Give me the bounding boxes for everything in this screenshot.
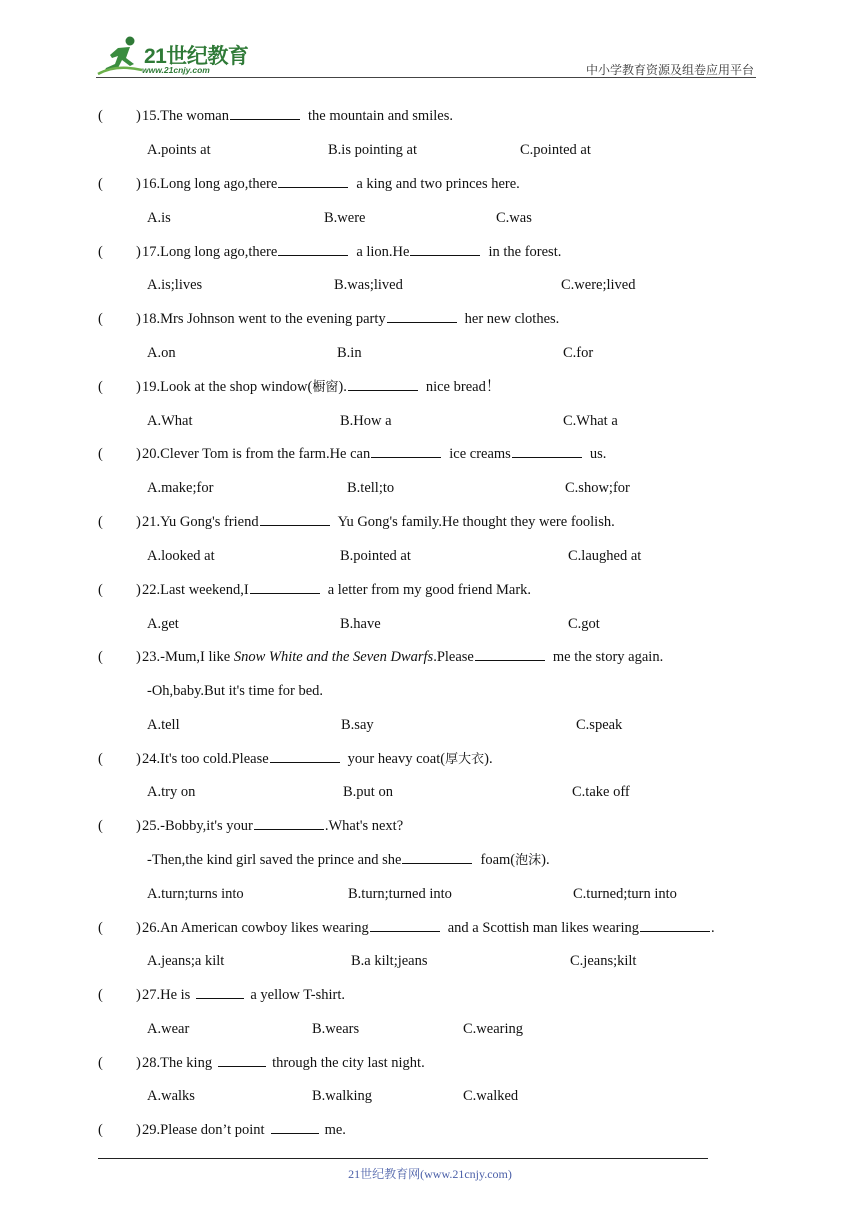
option-b: B.pointed at: [340, 548, 411, 564]
answer-paren-close: ): [136, 176, 141, 192]
logo-text: 21世纪教育: [144, 45, 249, 68]
question-text: 19.Look at the shop window(橱窗). nice bread！: [142, 379, 501, 395]
question-text: 20.Clever Tom is from the farm.He can ice creams us.: [142, 446, 607, 462]
option-c: C.were;lived: [561, 277, 636, 293]
question-text: 21.Yu Gong's friend Yu Gong's family.He thought they were foolish.: [142, 514, 615, 530]
option-c: C.for: [563, 345, 594, 361]
answer-paren-open: (: [98, 311, 103, 327]
platform-name: 中小学教育资源及组卷应用平台: [585, 63, 754, 77]
page-header: [96, 34, 756, 78]
question-text: 29.Please don’t point me.: [142, 1122, 346, 1138]
question-text: 25.-Bobby,it's your .What's next?: [142, 818, 404, 834]
answer-paren-open: (: [98, 987, 103, 1003]
option-c: C.walked: [463, 1088, 519, 1104]
option-a: A.is: [147, 210, 171, 226]
answer-paren-close: ): [136, 751, 141, 767]
question-text: 24.It's too cold.Please your heavy coat(厚大衣).: [142, 751, 493, 767]
option-b: B.walking: [312, 1088, 373, 1104]
question-text: 18.Mrs Johnson went to the evening party her new clothes.: [142, 311, 560, 327]
option-a: A.looked at: [147, 548, 215, 564]
site-logo: [96, 34, 266, 78]
answer-paren-open: (: [98, 818, 103, 834]
answer-blank: [270, 750, 340, 763]
answer-paren-open: (: [98, 920, 103, 936]
answer-paren-open: (: [98, 751, 103, 767]
answer-paren-close: ): [136, 244, 141, 260]
option-b: B.How a: [340, 413, 392, 429]
answer-blank: [254, 817, 324, 830]
answer-blank: [640, 919, 710, 932]
answer-paren-close: ): [136, 379, 141, 395]
option-c: C.laughed at: [568, 548, 642, 564]
answer-blank: [250, 581, 320, 594]
answer-paren-close: ): [136, 446, 141, 462]
option-c: C.speak: [576, 717, 623, 733]
option-c: C.take off: [572, 784, 630, 800]
option-c: C.was: [496, 210, 532, 226]
option-b: B.turn;turned into: [348, 886, 452, 902]
option-a: A.try on: [147, 784, 196, 800]
option-a: A.jeans;a kilt: [147, 953, 225, 969]
option-c: C.turned;turn into: [573, 886, 677, 902]
runner-logo-icon: [96, 34, 146, 78]
answer-paren-close: ): [136, 649, 141, 665]
question-text: 27.He is a yellow T-shirt.: [142, 987, 345, 1003]
answer-paren-close: ): [136, 920, 141, 936]
answer-blank: [402, 851, 472, 864]
question-text: 15.The woman the mountain and smiles.: [142, 108, 453, 124]
dialogue-reply: -Then,the kind girl saved the prince and she foam(泡沫).: [147, 852, 550, 868]
option-a: A.is;lives: [147, 277, 203, 293]
answer-paren-close: ): [136, 311, 141, 327]
answer-paren-open: (: [98, 514, 103, 530]
answer-paren-open: (: [98, 1055, 103, 1071]
question-text: 16.Long long ago,there a king and two princes here.: [142, 176, 520, 192]
option-b: B.is pointing at: [328, 142, 418, 158]
answer-blank: [370, 919, 440, 932]
option-a: A.wear: [147, 1021, 190, 1037]
answer-paren-open: (: [98, 244, 103, 260]
answer-paren-open: (: [98, 1122, 103, 1138]
footer-divider: [98, 1158, 708, 1159]
question-text: 17.Long long ago,there a lion.He in the forest.: [142, 244, 562, 260]
option-a: A.turn;turns into: [147, 886, 244, 902]
answer-paren-close: ): [136, 514, 141, 530]
header-divider: [96, 77, 756, 78]
question-text: 28.The king through the city last night.: [142, 1055, 425, 1071]
option-a: A.walks: [147, 1088, 195, 1104]
answer-blank: [196, 986, 244, 999]
answer-paren-open: (: [98, 582, 103, 598]
option-c: C.show;for: [565, 480, 630, 496]
answer-paren-close: ): [136, 818, 141, 834]
answer-paren-close: ): [136, 108, 141, 124]
story-title: Snow White and the Seven Dwarfs: [233, 649, 434, 665]
option-a: A.What: [147, 413, 193, 429]
answer-paren-close: ): [136, 987, 141, 1003]
dialogue-reply: -Oh,baby.But it's time for bed.: [147, 683, 324, 699]
option-b: B.say: [341, 717, 374, 733]
option-c: C.jeans;kilt: [570, 953, 637, 969]
answer-blank: [512, 445, 582, 458]
option-c: C.wearing: [463, 1021, 523, 1037]
option-a: A.points at: [147, 142, 211, 158]
option-b: B.wears: [312, 1021, 360, 1037]
answer-paren-open: (: [98, 379, 103, 395]
option-a: A.get: [147, 616, 179, 632]
answer-paren-open: (: [98, 446, 103, 462]
question-text: 22.Last weekend,I a letter from my good friend Mark.: [142, 582, 532, 598]
question-text: 26.An American cowboy likes wearing and a Scottish man likes wearing .: [142, 920, 715, 936]
option-b: B.in: [337, 345, 362, 361]
option-c: C.got: [568, 616, 600, 632]
answer-blank: [278, 175, 348, 188]
answer-blank: [278, 243, 348, 256]
answer-blank: [218, 1054, 266, 1067]
option-a: A.on: [147, 345, 176, 361]
answer-paren-open: (: [98, 108, 103, 124]
option-b: B.put on: [343, 784, 393, 800]
question-text: 23.-Mum,I like Snow White and the Seven Dwarfs.Please me the story again.: [142, 649, 664, 665]
answer-blank: [410, 243, 480, 256]
option-b: B.have: [340, 616, 381, 632]
answer-blank: [230, 107, 300, 120]
answer-blank: [260, 513, 330, 526]
option-b: B.tell;to: [347, 480, 395, 496]
option-a: A.tell: [147, 717, 180, 733]
footer-link[interactable]: 21世纪教育网(www.21cnjy.com): [348, 1167, 512, 1181]
option-c: C.pointed at: [520, 142, 591, 158]
answer-blank: [371, 445, 441, 458]
answer-paren-open: (: [98, 176, 103, 192]
option-c: C.What a: [563, 413, 618, 429]
answer-paren-open: (: [98, 649, 103, 665]
answer-blank: [387, 310, 457, 323]
logo-url: www.21cnjy.com: [142, 65, 210, 75]
option-a: A.make;for: [147, 480, 214, 496]
answer-blank: [271, 1121, 319, 1134]
option-b: B.a kilt;jeans: [351, 953, 428, 969]
option-b: B.was;lived: [334, 277, 403, 293]
answer-blank: [348, 378, 418, 391]
answer-blank: [475, 648, 545, 661]
answer-paren-close: ): [136, 1122, 141, 1138]
answer-paren-close: ): [136, 1055, 141, 1071]
option-b: B.were: [324, 210, 366, 226]
answer-paren-close: ): [136, 582, 141, 598]
